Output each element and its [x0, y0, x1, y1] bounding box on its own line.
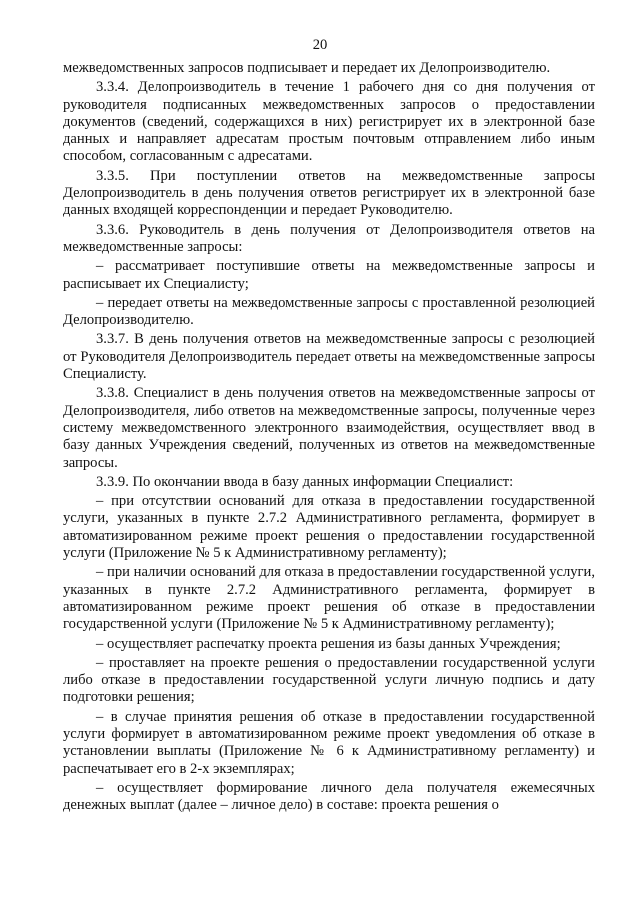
paragraph: – проставляет на проекте решения о предоставлении государственной услуги либо отказе в предоставлении государственной услуги личную подпись и дату подготовки решения; — [63, 654, 595, 706]
paragraph: – при наличии оснований для отказа в предоставлении государственной услуги, указанных в пункте 2.7.2 Административного регламента, формирует в автоматизированном режиме проект решения об отказе в предоставлении государственной услуги (Приложение № 5 к Административному регламенту); — [63, 564, 595, 633]
paragraph: – при отсутствии оснований для отказа в предоставлении государственной услуги, указанных в пункте 2.7.2 Административного регламента, формирует в автоматизированном режиме проект решения о предоставлении государственной услуги (Приложение № 5 к Административному регламенту); — [63, 493, 595, 562]
page-number: 20 — [312, 37, 328, 53]
paragraph: – передает ответы на межведомственные запросы с проставленной резолюцией Делопроизводителю. — [63, 294, 595, 329]
paragraph: межведомственных запросов подписывает и передает их Делопроизводителю. — [63, 60, 551, 76]
paragraph: 3.3.9. По окончании ввода в базу данных информации Специалист: — [96, 473, 514, 490]
paragraph: – осуществляет распечатку проекта решения из базы данных Учреждения; — [96, 635, 561, 652]
paragraph: – рассматривает поступившие ответы на межведомственные запросы и расписывает их Специалисту; — [63, 258, 595, 292]
document-body — [63, 60, 595, 816]
paragraph: 3.3.4. Делопроизводитель в течение 1 рабочего дня со дня получения от руководителя подписанных межведомственных запросов о предоставлении документов (сведений, содержащихся в них) регистрирует их в электронной базе данных и направляет адресатам простым почтовым отправлением либо иным способом, согласованным с адресатами. — [63, 79, 595, 165]
paragraph: – в случае принятия решения об отказе в предоставлении государственной услуги формирует в автоматизированном режиме проект уведомления об отказе в установлении выплаты (Приложение № 6 к Административному регламенту) и распечатывает его в 2-х экземплярах; — [63, 708, 595, 777]
paragraph: – осуществляет формирование личного дела получателя ежемесячных денежных выплат (далее – личное дело) в составе: проекта решения о — [63, 779, 595, 814]
paragraph: 3.3.8. Специалист в день получения ответов на межведомственные запросы от Делопроизводителя, либо ответов на межведомственные запросы, полученные через систему межведомственного электронного взаимодействия, осуществляет ввод в базу данных Учреждения сведений, полученных из ответов на межведомственные запросы. — [63, 385, 595, 471]
paragraph: 3.3.5. При поступлении ответов на межведомственные запросы Делопроизводитель в день получения ответов регистрирует их в электронной базе данных входящей корреспонденции и передает Руководителю. — [63, 167, 595, 219]
paragraph: 3.3.7. В день получения ответов на межведомственные запросы с резолюцией от Руководителя Делопроизводитель передает ответы на межведомственные запросы Специалисту. — [63, 331, 595, 383]
paragraph: 3.3.6. Руководитель в день получения от Делопроизводителя ответов на межведомственные запросы: — [63, 221, 595, 255]
